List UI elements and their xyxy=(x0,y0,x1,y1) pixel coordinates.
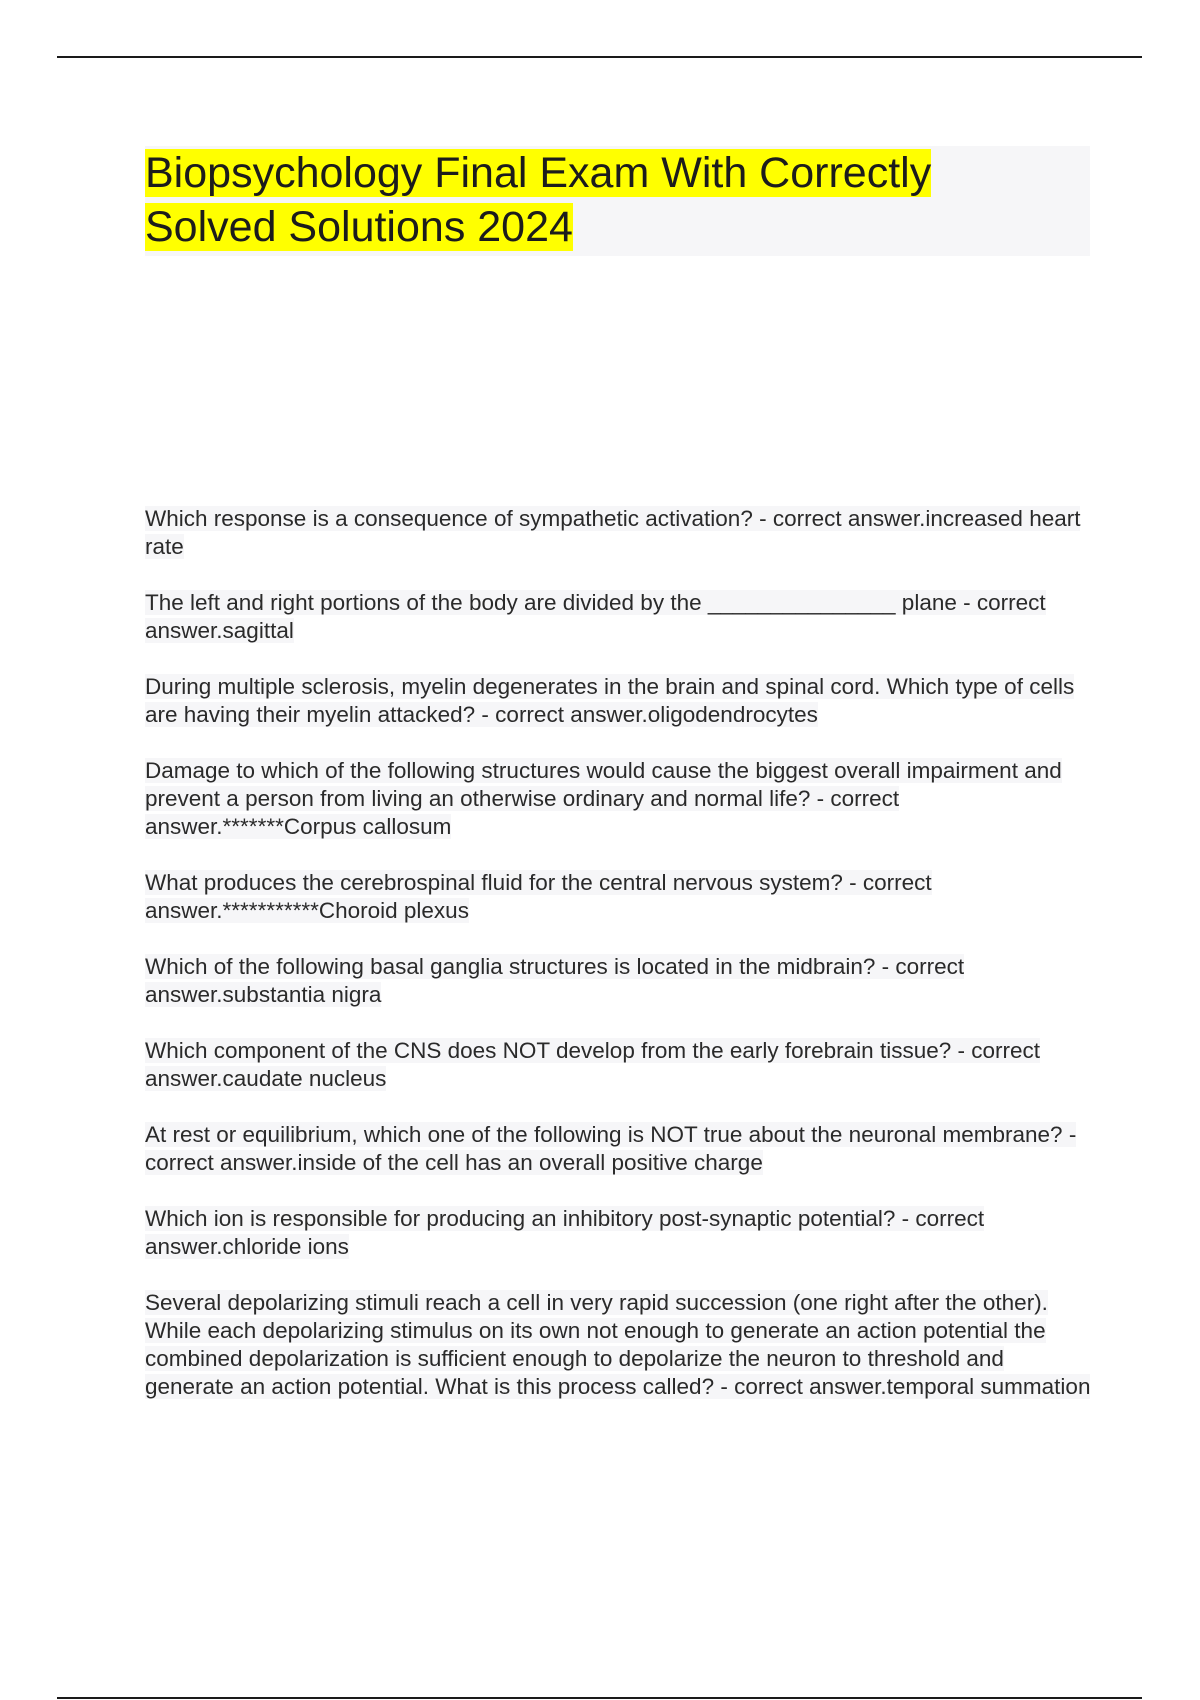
qa-item-5: What produces the cerebrospinal fluid for the central nervous system? - correct answer.***********Choroid plexus xyxy=(145,870,932,923)
qa-item-3: During multiple sclerosis, myelin degenerates in the brain and spinal cord. Which type of cells are having their myelin attacked? - correct answer.oligodendrocytes xyxy=(145,674,1075,727)
page-title xyxy=(145,146,1090,254)
qa-item-8: At rest or equilibrium, which one of the following is NOT true about the neuronal membrane? - correct answer.inside of the cell has an overall positive charge xyxy=(145,1122,1077,1175)
qa-item-10: Several depolarizing stimuli reach a cell in very rapid succession (one right after the other). While each depolarizing stimulus on its own not enough to generate an action potential the combined depolarization is sufficient enough to depolarize the neuron to threshold and generate an action potential. What is this process called? - correct answer.temporal summation xyxy=(145,1290,1091,1399)
qa-item-2: The left and right portions of the body are divided by the _______________ plane - correct answer.sagittal xyxy=(145,590,1046,643)
bottom-rule xyxy=(57,1697,1142,1699)
title-block xyxy=(145,146,1090,256)
qa-item-9: Which ion is responsible for producing an inhibitory post-synaptic potential? - correct answer.chloride ions xyxy=(145,1206,985,1259)
title-line-1: Biopsychology Final Exam With Correctly xyxy=(145,149,932,197)
qa-item-4: Damage to which of the following structures would cause the biggest overall impairment and prevent a person from living an otherwise ordinary and normal life? - correct answer.*******Corpus callosum xyxy=(145,758,1062,839)
qa-item-6: Which of the following basal ganglia structures is located in the midbrain? - correct answer.substantia nigra xyxy=(145,954,965,1007)
top-rule xyxy=(57,56,1142,58)
qa-item-7: Which component of the CNS does NOT develop from the early forebrain tissue? - correct answer.caudate nucleus xyxy=(145,1038,1040,1091)
title-line-2: Solved Solutions 2024 xyxy=(145,203,573,251)
qa-item-1: Which response is a consequence of sympathetic activation? - correct answer.increased heart rate xyxy=(145,506,1081,559)
qa-list xyxy=(145,505,1095,1429)
